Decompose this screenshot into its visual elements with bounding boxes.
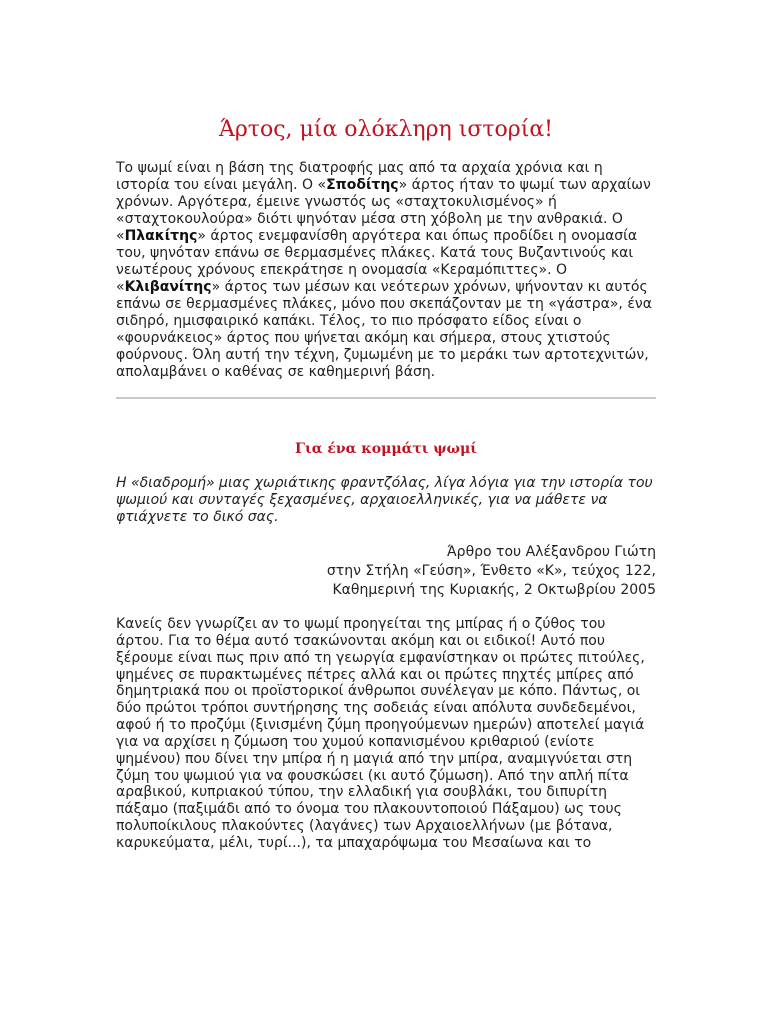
intro-term-klivanitis: Κλιβανίτης	[124, 279, 212, 295]
article-credit	[116, 543, 656, 600]
article-title: Άρτος, μία ολόκληρη ιστορία!	[218, 117, 554, 142]
lead-paragraph: Η «διαδρομή» μιας χωριάτικης φραντζόλας, λίγα λόγια για την ιστορία του ψωμιού και συνταγές ξεχασμένες, αρχαιοελληνικές, για να μάθετε να φτιάχνετε το δικό σας.	[116, 475, 653, 525]
credit-publication: Καθημερινή της Κυριακής, 2 Οκτωβρίου 2005	[332, 582, 656, 598]
section-divider	[116, 397, 656, 399]
intro-term-plakitis: Πλακίτης	[124, 228, 198, 244]
intro-text-2: » άρτος ήταν το ψωμί των αρχαίων χρόνων. Αργότερα, έμεινε γνωστός ως «σταχτοκυλισμένος» ή «σταχτοκουλούρα» διότι ψηνόταν μέσα στη χόβολη με την ανθρακιά. Ο «	[116, 177, 651, 244]
intro-text-4: » άρτος των μέσων και νεότερων χρόνων, ψήνονταν κι αυτός επάνω σε θερμασμένες πλάκες, μόνο που σκεπάζονταν με τη «γάστρα», ένα σιδηρό, ημισφαιρικό καπάκι. Τέλος, το πιο πρόσφατο είδος είναι ο «φουρνάκειος» άρτος που ψήνεται ακόμη και σήμερα, στους χτιστούς φούρνους. Όλη αυτή την τέχνη, ζυμωμένη με το μεράκι των αρτοτεχνιτών, απολαμβάνει ο καθένας σε καθημερινή βάση.	[116, 279, 652, 380]
article	[116, 110, 656, 852]
intro-text-3: » άρτος ενεμφανίσθη αργότερα και όπως προδίδει η ονομασία του, ψηνόταν επάνω σε θερμασμένες πλάκες. Κατά τους Βυζαντινούς και νεωτέρους χρόνους επεκράτησε η ονομασία «Κεραμόπιττες». Ο «	[116, 228, 638, 295]
intro-paragraph	[116, 160, 656, 381]
body-paragraph: Κανείς δεν γνωρίζει αν το ψωμί προηγείται της μπίρας ή ο ζύθος του άρτου. Για το θέμα αυτό τσακώνονται ακόμη και οι ειδικοί! Αυτό που ξέρουμε είναι πως πριν από τη γεωργία εμφανίστηκαν οι πρώτες πιτούλες, ψημένες σε πυρακτωμένες πέτρες αλλά και οι πρώτες πηχτές μπίρες από δημητριακά που οι προϊστορικοί άνθρωποι συνέλεγαν με κόπο. Πάντως, οι δύο πρώτοι τρόποι συντήρησης της σοδειάς είναι απόλυτα συνδεδεμένοι, αφού ή το προζύμι (ξινισμένη ζύμη προηγούμενων ημερών) αποτελεί μαγιά για να αρχίσει η ζύμωση του χυμού κοπανισμένου κριθαριού (ενίοτε ψημένου) που δίνει την μπίρα ή η μαγιά από την μπίρα, αναμιγνύεται στη ζύμη του ψωμιού για να φουσκώσει (κι αυτό ζύμωση). Από την απλή πίτα αραβικού, κυπριακού τύπου, την ελλαδική για σουβλάκι, του διπυρίτη πάξαμο (παξιμάδι από το όνομα του πλακουντοποιού Πάξαμου) ως τους πολυποίκιλους πλακούντες (λαγάνες) των Αρχαιοελλήνων (με βότανα, καρυκεύματα, μέλι, τυρί...), τα μπαχαρόψωμα του Μεσαίωνα και το	[116, 616, 645, 851]
section-heading: Για ένα κομμάτι ψωμί	[295, 441, 477, 457]
credit-author: Άρθρο του Αλέξανδρου Γιώτη	[446, 544, 656, 560]
intro-text-1: Το ψωμί είναι η βάση της διατροφής μας από τα αρχαία χρόνια και η ιστορία του είναι μεγάλη. Ο «	[116, 160, 603, 193]
intro-term-spoditis: Σποδίτης	[326, 177, 399, 193]
credit-column: στην Στήλη «Γεύση», Ένθετο «Κ», τεύχος 122,	[326, 563, 656, 579]
